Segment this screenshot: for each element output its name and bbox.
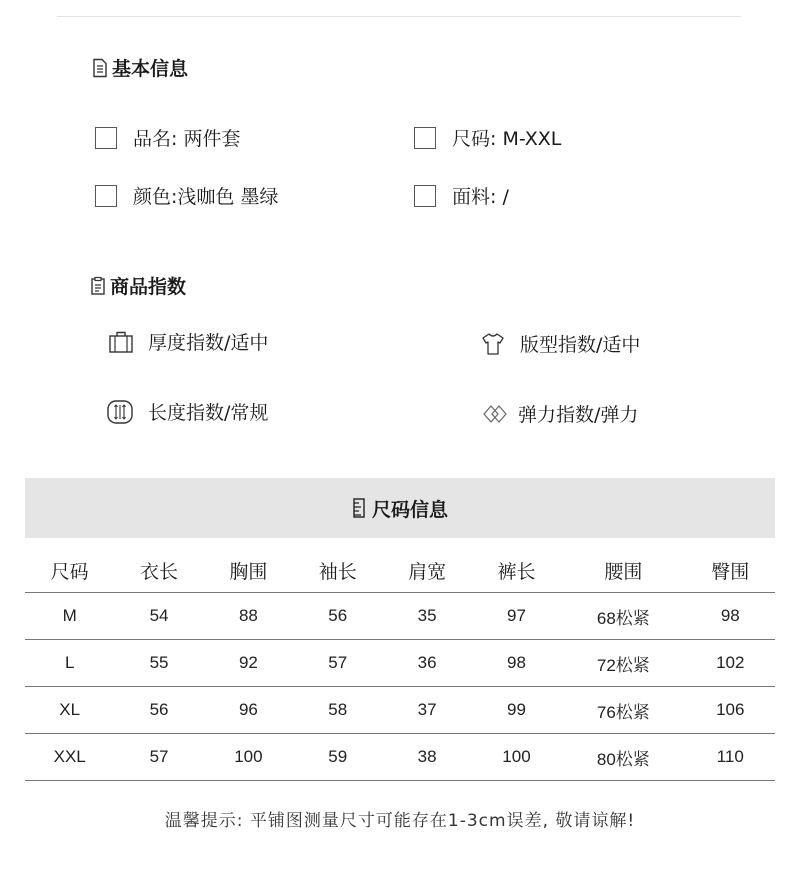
table-cell: 72松紧 xyxy=(561,640,685,687)
table-cell: M xyxy=(25,593,114,640)
table-cell: 80松紧 xyxy=(561,734,685,781)
column-header: 尺码 xyxy=(25,548,114,593)
attr-size xyxy=(414,124,561,151)
column-header: 衣长 xyxy=(114,548,203,593)
table-cell: 35 xyxy=(382,593,471,640)
table-cell: 38 xyxy=(382,734,471,781)
column-header: 袖长 xyxy=(293,548,382,593)
checkbox-icon xyxy=(95,127,117,149)
diamond-icon xyxy=(482,403,508,425)
document-icon xyxy=(92,58,108,78)
index-fit xyxy=(480,330,640,357)
measurement-tip: 温馨提示: 平铺图测量尺寸可能存在1-3cm误差, 敬请谅解! xyxy=(164,811,636,831)
column-header: 肩宽 xyxy=(382,548,471,593)
table-row xyxy=(25,687,775,734)
size-info-banner xyxy=(25,478,775,538)
attr-name xyxy=(95,124,240,151)
table-cell: 98 xyxy=(686,593,775,640)
table-cell: 92 xyxy=(204,640,293,687)
table-cell: 56 xyxy=(114,687,203,734)
basic-info-heading xyxy=(92,54,188,81)
table-cell: 55 xyxy=(114,640,203,687)
table-cell: 37 xyxy=(382,687,471,734)
table-cell: 102 xyxy=(686,640,775,687)
checkbox-icon xyxy=(414,127,436,149)
checkbox-icon xyxy=(95,185,117,207)
table-cell: 98 xyxy=(472,640,561,687)
table-row xyxy=(25,734,775,781)
attr-color-label: 颜色:浅咖色 墨绿 xyxy=(133,186,279,208)
attr-name-label: 品名: 两件套 xyxy=(133,128,241,150)
attr-size-label: 尺码: M-XXL xyxy=(452,128,562,150)
table-cell: 36 xyxy=(382,640,471,687)
column-header: 腰围 xyxy=(561,548,685,593)
table-cell: 76松紧 xyxy=(561,687,685,734)
table-cell: 99 xyxy=(472,687,561,734)
index-thickness-label: 厚度指数/适中 xyxy=(148,332,269,354)
table-cell: 56 xyxy=(293,593,382,640)
table-cell: 88 xyxy=(204,593,293,640)
table-cell: 58 xyxy=(293,687,382,734)
column-header: 胸围 xyxy=(204,548,293,593)
product-index-title: 商品指数 xyxy=(110,276,187,298)
table-cell: 59 xyxy=(293,734,382,781)
index-elasticity xyxy=(482,400,638,427)
index-thickness xyxy=(108,328,268,355)
table-cell: 68松紧 xyxy=(561,593,685,640)
table-cell: 110 xyxy=(686,734,775,781)
index-length xyxy=(106,398,268,425)
table-cell: XL xyxy=(25,687,114,734)
table-cell: 106 xyxy=(686,687,775,734)
table-cell: 100 xyxy=(204,734,293,781)
attr-color xyxy=(95,182,278,209)
table-header-row xyxy=(25,548,775,593)
size-info-title: 尺码信息 xyxy=(371,498,448,521)
table-cell: L xyxy=(25,640,114,687)
attr-fabric xyxy=(414,182,509,209)
attr-fabric-label: 面料: / xyxy=(452,186,509,208)
size-table xyxy=(25,548,775,781)
table-cell: 54 xyxy=(114,593,203,640)
clipboard-icon xyxy=(90,276,106,296)
table-cell: XXL xyxy=(25,734,114,781)
table-cell: 97 xyxy=(472,593,561,640)
table-cell: 100 xyxy=(472,734,561,781)
length-icon xyxy=(106,399,134,425)
index-elasticity-label: 弹力指数/弹力 xyxy=(518,404,639,426)
ruler-icon xyxy=(352,497,366,519)
index-fit-label: 版型指数/适中 xyxy=(520,334,641,356)
column-header: 臀围 xyxy=(686,548,775,593)
table-cell: 96 xyxy=(204,687,293,734)
table-cell: 57 xyxy=(114,734,203,781)
top-divider xyxy=(57,16,741,17)
column-header: 裤长 xyxy=(472,548,561,593)
size-info-heading xyxy=(352,495,448,522)
index-length-label: 长度指数/常规 xyxy=(148,402,269,424)
tshirt-icon xyxy=(480,332,506,356)
checkbox-icon xyxy=(414,185,436,207)
basic-info-title: 基本信息 xyxy=(112,58,189,80)
table-row xyxy=(25,593,775,640)
product-index-heading xyxy=(90,272,186,299)
table-cell: 57 xyxy=(293,640,382,687)
bag-icon xyxy=(108,330,134,354)
table-row xyxy=(25,640,775,687)
